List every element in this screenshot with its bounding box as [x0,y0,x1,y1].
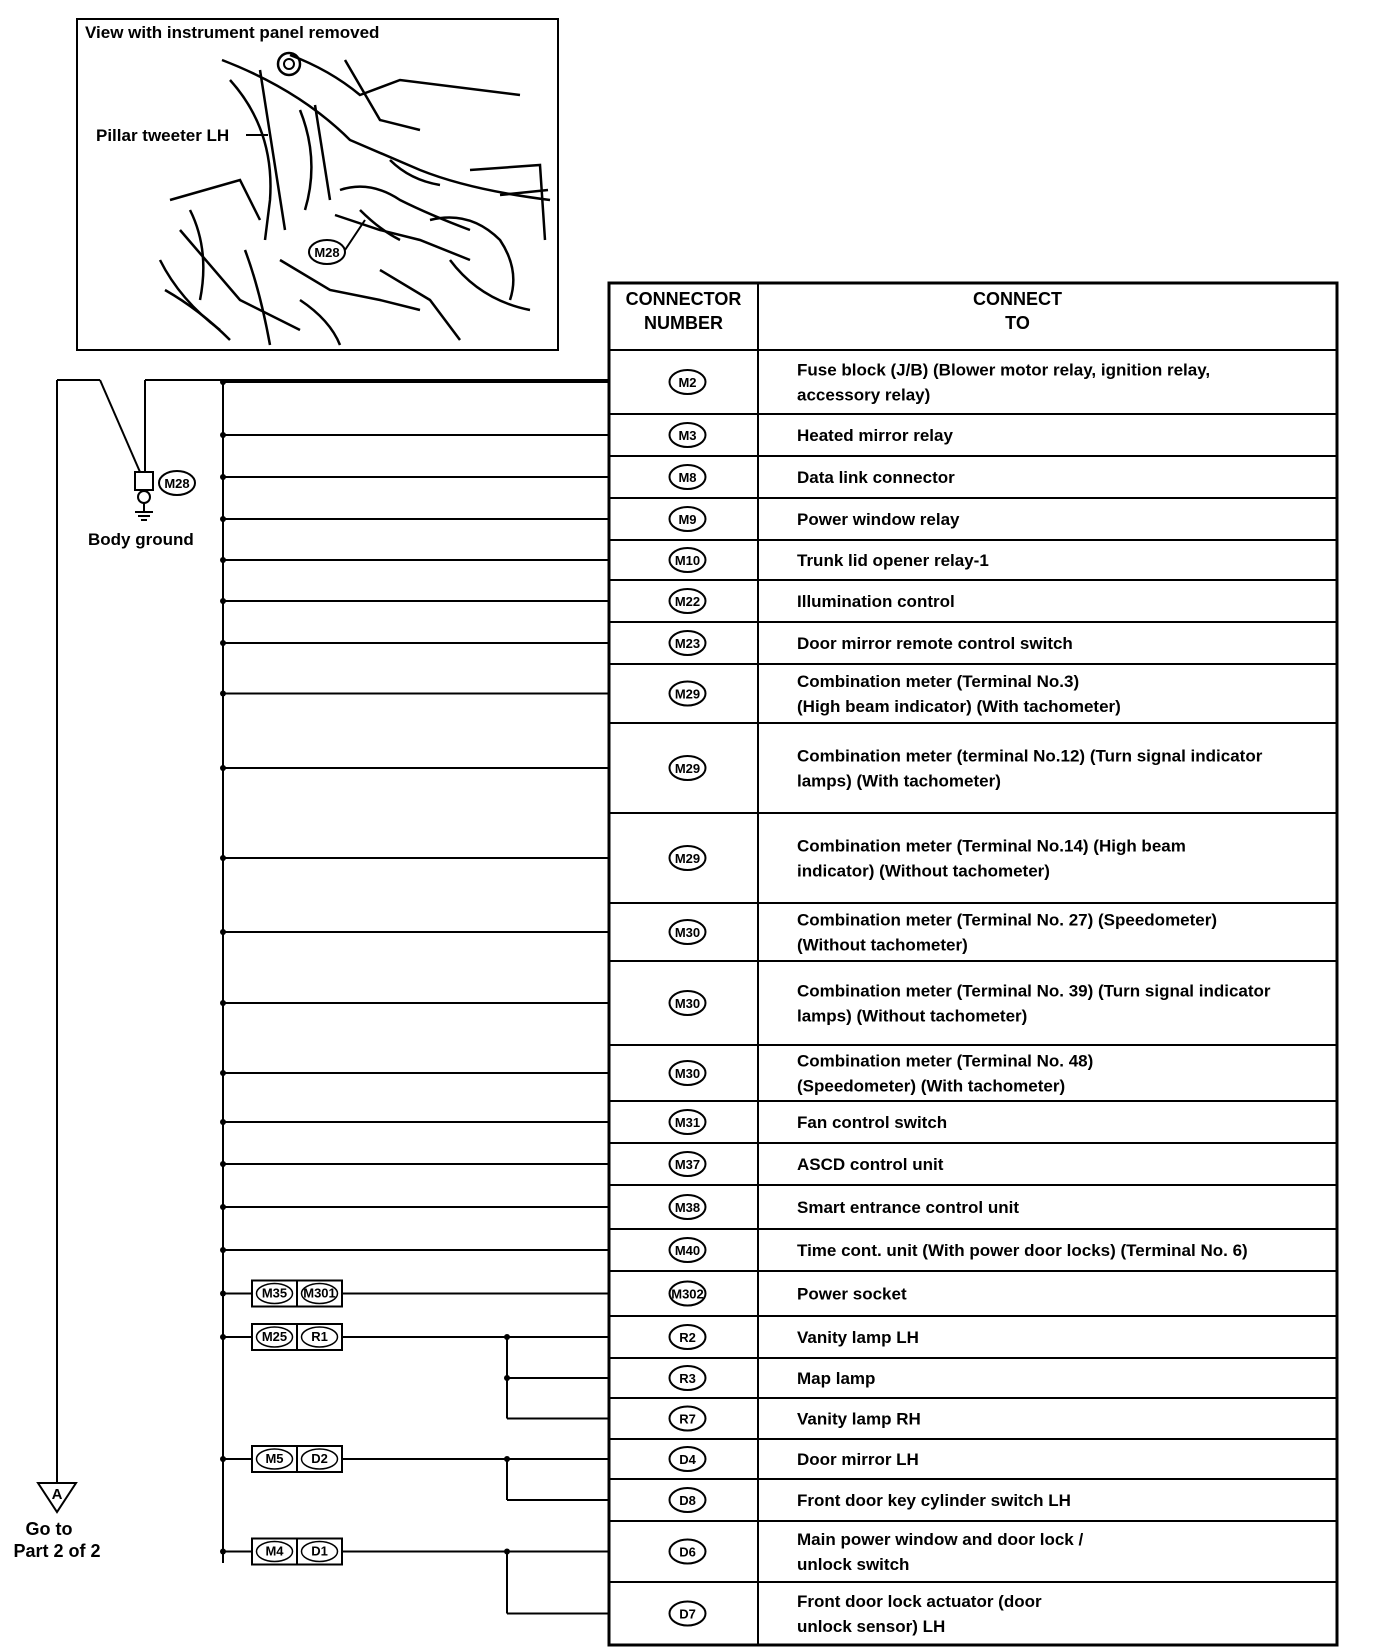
splice-dot [220,765,226,771]
header-number-line2: NUMBER [644,313,723,333]
connect-to-text: accessory relay) [797,385,931,405]
connector-number: M302 [671,1286,704,1302]
ground-connector-square [135,472,153,490]
offpage-marker-letter: A [51,1486,63,1503]
tweeter-sketch [278,53,300,75]
connect-to-text: Combination meter (Terminal No. 27) (Speedometer) [797,910,1218,930]
connector-number: M3 [678,428,697,443]
connector-number: R7 [679,1411,696,1427]
joint-connector-right: D2 [311,1451,328,1466]
connect-to-text: (Speedometer) (With tachometer) [797,1076,1066,1096]
inset-connector-leader [345,220,365,250]
inset-frame [77,19,558,350]
connector-number: M9 [678,512,697,527]
connect-to-text: Map lamp [797,1369,876,1388]
splice-dot [220,432,226,438]
body-ground-symbol [88,471,195,549]
connect-to-text: Vanity lamp RH [797,1409,921,1429]
table-row [609,1439,1337,1471]
splice-dot [220,557,226,563]
splice-dot [220,929,226,935]
joint-connector-left: M5 [265,1451,284,1466]
splice-dot [220,1549,226,1555]
connect-to-text: Door mirror remote control switch [797,634,1073,653]
connector-number: R3 [679,1371,696,1386]
header-to-line2: TO [1005,313,1030,333]
connect-to-text: Front door lock actuator (door [797,1592,1042,1611]
connector-number: M2 [678,375,697,390]
splice-dot [220,1204,226,1210]
branch-wires [220,379,609,1614]
table-row [609,903,1337,955]
connector-number: M37 [674,1157,701,1172]
splice-dot [220,1000,226,1006]
connector-number: M31 [674,1115,701,1130]
connect-to-text: unlock switch [797,1555,910,1574]
connect-to-text: Combination meter (terminal No.12) (Turn signal indicator [797,746,1263,766]
connect-to-text: Fuse block (J/B) (Blower motor relay, ignition relay, [797,360,1211,380]
header-number-line1: CONNECTOR [625,289,742,309]
connector-number: M30 [674,925,701,940]
splice-dot [220,1456,226,1462]
wiring-left [57,380,609,1563]
splice-dot [220,474,226,480]
connect-to-text: Combination meter (Terminal No. 39) (Turn signal indicator [797,981,1271,1001]
connect-to-text: lamps) (Without tachometer) [797,1006,1028,1026]
table-row [609,1582,1337,1636]
inset-connector-label: M28 [314,245,340,260]
connect-to-text: Combination meter (Terminal No.3) [797,672,1080,691]
connect-to-text: Door mirror LH [797,1450,919,1469]
table-row [609,1316,1337,1349]
connect-to-text: Illumination control [797,592,955,611]
connect-to-text: Power window relay [797,510,960,529]
connector-number: M29 [674,761,701,776]
connector-number: M29 [674,851,701,866]
connector-number: M8 [678,470,697,485]
table-row [609,961,1337,1026]
table-row [609,580,1337,613]
splice-dot [220,1119,226,1125]
connector-number: D6 [679,1544,696,1560]
table-row [609,1143,1337,1176]
splice-dot [220,1161,226,1167]
pillar-tweeter-label: Pillar tweeter LH [96,126,230,145]
connect-to-text: Main power window and door lock / [797,1530,1084,1549]
table-row [609,350,1337,405]
dashboard-sketch [160,55,550,345]
splice-dot [220,379,226,385]
table-row [609,664,1337,716]
joint-connector-right: R1 [311,1329,328,1344]
connector-number: R2 [679,1330,696,1345]
inset-view [77,19,558,350]
connector-number: M30 [674,996,701,1011]
connect-to-text: indicator) (Without tachometer) [797,861,1050,881]
splice-dot [504,1375,510,1381]
connector-number: D7 [679,1606,696,1622]
connect-to-text: Combination meter (Terminal No. 48) [797,1051,1094,1071]
ground-diagonal-wire [100,380,140,472]
connect-to-text: Vanity lamp LH [797,1328,919,1347]
tweeter-sketch-inner [284,59,294,69]
connect-to-text: (Without tachometer) [797,935,968,955]
ground-connector-label: M28 [164,476,190,491]
connect-to-text: Power socket [797,1284,907,1304]
connector-number: M10 [674,553,701,568]
splice-dot [220,1070,226,1076]
table-row [609,1185,1337,1219]
splice-dot [220,1247,226,1253]
table-frame [609,283,1337,1645]
ground-terminal [138,491,150,503]
connect-to-text: ASCD control unit [797,1155,944,1174]
table-row [609,498,1337,531]
table-row [609,540,1337,572]
table-row [609,813,1337,881]
splice-dot [220,640,226,646]
splice-dot [220,691,226,697]
connect-to-text: Front door key cylinder switch LH [797,1491,1071,1510]
table-row [609,1229,1337,1262]
splice-dot [220,855,226,861]
inset-title: View with instrument panel removed [85,23,380,42]
connector-number: M38 [674,1200,701,1215]
offpage-line1: Go to [25,1519,73,1539]
splice-dot [220,1291,226,1297]
offpage-connector [13,1483,100,1561]
joint-connector-left: M35 [261,1285,288,1301]
table-row [609,1045,1337,1096]
connector-number: D4 [679,1452,696,1467]
table-row [609,622,1337,655]
connect-to-text: lamps) (With tachometer) [797,771,1001,791]
body-ground-label: Body ground [88,530,194,549]
table-row [609,414,1337,447]
splice-dot [220,516,226,522]
table-row [609,1479,1337,1512]
table-row [609,1398,1337,1431]
header-to-line1: CONNECT [973,289,1062,309]
offpage-line2: Part 2 of 2 [13,1541,101,1561]
connect-to-text: unlock sensor) LH [797,1617,946,1636]
connector-number: M23 [674,636,701,651]
joint-connector-left: M4 [265,1543,284,1559]
joint-connector-left: M25 [261,1329,288,1344]
table-row [609,723,1337,791]
connect-to-text: Fan control switch [797,1113,948,1132]
connector-number: M30 [674,1066,701,1081]
table-row [609,1271,1337,1306]
connector-number: M40 [674,1243,701,1258]
connect-to-text: Time cont. unit (With power door locks) (Terminal No. 6) [797,1241,1248,1260]
connector-number: M22 [674,594,701,609]
connect-to-text: Combination meter (Terminal No.14) (High beam [797,836,1186,856]
table-row [609,1358,1337,1390]
splice-dot [220,1334,226,1340]
connect-to-text: Data link connector [797,468,955,487]
table-row [609,456,1337,489]
joint-connector-right: D1 [311,1543,328,1559]
connector-table [609,283,1337,1645]
table-row [609,1101,1337,1134]
table-row [609,1521,1337,1574]
connect-to-text: Smart entrance control unit [797,1198,1019,1217]
connect-to-text: Heated mirror relay [797,426,953,445]
connect-to-text: (High beam indicator) (With tachometer) [797,697,1121,716]
joint-connector-right: M301 [303,1285,336,1301]
connect-to-text: Trunk lid opener relay-1 [797,551,989,570]
connector-number: D8 [679,1493,696,1508]
splice-dot [220,598,226,604]
connector-number: M29 [674,686,701,702]
